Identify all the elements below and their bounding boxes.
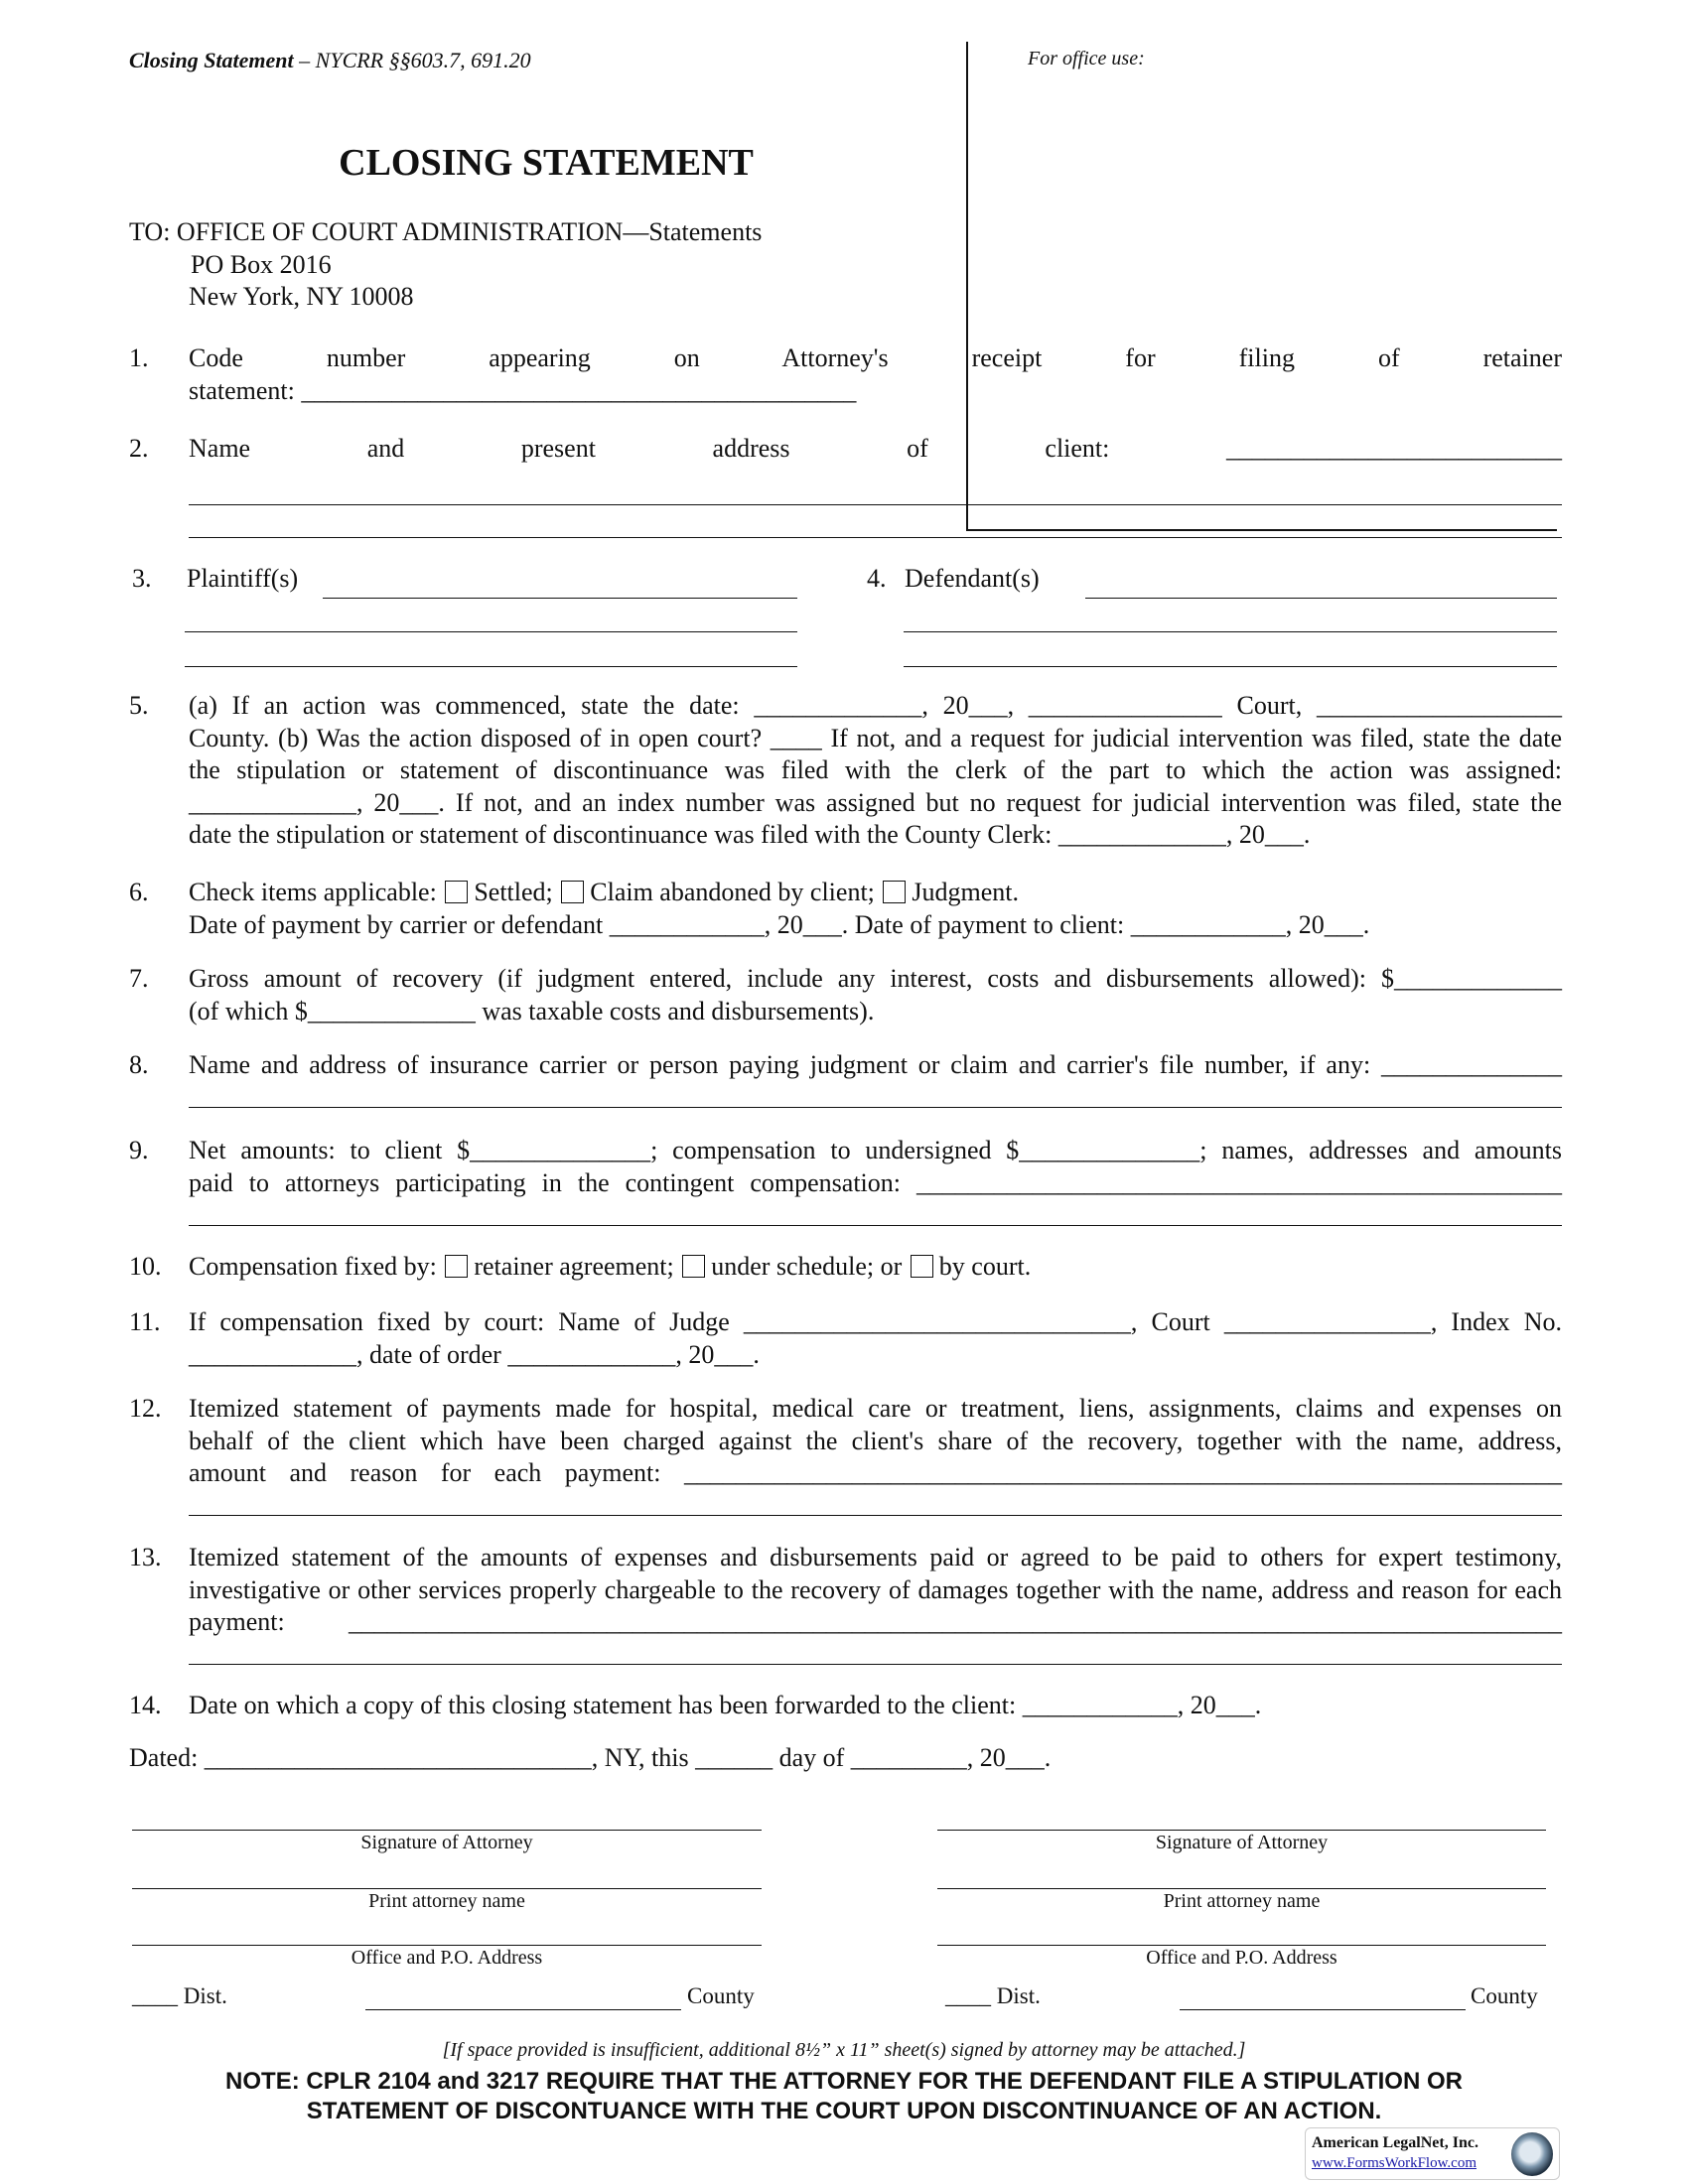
county-label: County [687, 1983, 755, 2008]
checkbox-label: by court. [938, 1252, 1032, 1281]
print-name-field[interactable] [937, 1888, 1546, 1889]
blank-line-field[interactable] [189, 1490, 1562, 1523]
county-field[interactable] [1180, 2009, 1466, 2010]
signature-label: Signature of Attorney [360, 1832, 533, 1853]
item-text-line[interactable]: (of which $_____________ was taxable costs and disbursements). [189, 996, 875, 1025]
checkbox-label: Claim abandoned by client; [590, 878, 875, 906]
item-number: 10. [129, 1252, 162, 1281]
item-number: 7. [129, 964, 149, 993]
payment-dates[interactable]: Date of payment by carrier or defendant ____________, 20___. Date of payment to client: ____________, 20___. [189, 910, 1370, 939]
signature-label: Signature of Attorney [1155, 1832, 1329, 1853]
item-number: 11. [129, 1307, 161, 1336]
under-schedule-checkbox[interactable] [682, 1255, 705, 1278]
item-number: 9. [129, 1136, 149, 1164]
item-number: 1. [129, 343, 149, 372]
item-number: 4. [867, 564, 887, 593]
blank-line-field[interactable] [189, 511, 1562, 544]
print-name-label: Print attorney name [368, 1890, 525, 1912]
checkbox-label: Settled; [474, 878, 553, 906]
blank-line-field[interactable] [189, 1199, 1562, 1232]
item-text-line[interactable]: date the stipulation or statement of discontinuance was filed with the County Clerk: _____________, 20___. [189, 820, 1311, 849]
recipient-line: PO Box 2016 [191, 249, 332, 279]
settled-checkbox[interactable] [445, 881, 468, 903]
county-label: County [1471, 1983, 1538, 2008]
by-court-checkbox[interactable] [911, 1255, 933, 1278]
globe-icon [1511, 2132, 1553, 2176]
plaintiff-field[interactable] [323, 598, 797, 599]
defendant-field[interactable] [904, 631, 1557, 632]
item-text-line[interactable]: paid to attorneys participating in the contingent compensation: __________________________________________________ [189, 1167, 1562, 1197]
item-text-line[interactable]: payment: ______________________________________________________________________________________________ [189, 1607, 1562, 1636]
office-address-label: Office and P.O. Address [1146, 1947, 1337, 1969]
item-text-line[interactable]: investigative or other services properly chargeable to the recovery of damages together with the name, address and reason for each [189, 1574, 1562, 1604]
defendant-field[interactable] [1085, 598, 1557, 599]
checkbox-label: retainer agreement; [474, 1252, 674, 1281]
item-text-line[interactable]: (a) If an action was commenced, state the date: _____________, 20___, _______________ Court, ___________________ [189, 691, 1562, 720]
form-reference-bold: Closing Statement [129, 48, 294, 72]
item-number: 5. [129, 691, 149, 720]
office-use-label: For office use: [1028, 48, 1145, 69]
item-number: 2. [129, 434, 149, 463]
american-legalnet-logo [1305, 2127, 1560, 2180]
plaintiff-label: Plaintiff(s) [187, 564, 299, 593]
retainer-agreement-checkbox[interactable] [445, 1255, 468, 1278]
item-text-line[interactable]: _____________, date of order _____________, 20___. [189, 1339, 760, 1369]
form-reference-rest: – NYCRR §§603.7, 691.20 [293, 48, 531, 72]
item-text-line[interactable]: _____________, 20___. If not, and an index number was assigned but no request for judicial intervention was filed, state the [189, 787, 1562, 817]
dated-line[interactable]: Dated: ______________________________, NY, this ______ day of _________, 20___. [129, 1743, 1052, 1772]
item-number: 14. [129, 1691, 162, 1719]
checkbox-label: Judgment. [912, 878, 1020, 906]
office-address-label: Office and P.O. Address [351, 1947, 543, 1969]
item-number: 8. [129, 1050, 149, 1079]
item-text-line[interactable]: amount and reason for each payment: ____________________________________________________________________ [189, 1458, 1562, 1487]
item-text-line[interactable]: Name and address of insurance carrier or person paying judgment or claim and carrier's file number, if any: ______________ [189, 1050, 1562, 1079]
item-text-line[interactable]: statement: ___________________________________________ [189, 375, 857, 405]
recipient-address [129, 216, 762, 314]
cplr-note [0, 2067, 1688, 2126]
signature-field[interactable] [937, 1830, 1546, 1831]
dist-field[interactable]: ____ Dist. [132, 1983, 227, 2008]
item-text-line[interactable]: If compensation fixed by court: Name of Judge ______________________________, Court ________________, Index No. [189, 1307, 1562, 1336]
defendant-label: Defendant(s) [905, 564, 1040, 593]
blank-line-field[interactable] [189, 479, 1562, 512]
print-name-field[interactable] [132, 1888, 762, 1889]
signature-field[interactable] [132, 1830, 762, 1831]
office-address-field[interactable] [937, 1945, 1546, 1946]
plaintiff-field[interactable] [185, 631, 797, 632]
insufficient-space-note: [If space provided is insufficient, additional 8½” x 11” sheet(s) signed by attorney may be attached.] [442, 2039, 1246, 2061]
dist-field[interactable]: ____ Dist. [945, 1983, 1041, 2008]
item-text-line[interactable]: Itemized statement of the amounts of expenses and disbursements paid or agreed to be paid to others for expert testimony, [189, 1543, 1562, 1571]
recipient-line: New York, NY 10008 [189, 282, 414, 311]
item-text-line[interactable]: Code number appearing on Attorney's receipt for filing of retainer [189, 343, 1562, 372]
item-number: 6. [129, 878, 149, 906]
blank-line-field[interactable] [189, 1639, 1562, 1672]
item-6-checks [189, 878, 1019, 907]
item-text-line[interactable]: the stipulation or statement of discontinuance was filed with the clerk of the part to which the action was assigned: [189, 755, 1562, 784]
item-text-line[interactable]: Date on which a copy of this closing statement has been forwarded to the client: ____________, 20___. [189, 1691, 1262, 1719]
item-text-line[interactable]: County. (b) Was the action disposed of in open court? ____ If not, and a request for judicial intervention was filed, state the date [189, 723, 1562, 752]
item-10-checks [189, 1252, 1031, 1282]
judgment-checkbox[interactable] [883, 881, 906, 903]
plaintiff-field[interactable] [185, 666, 797, 667]
blank-line-field[interactable] [189, 1082, 1562, 1115]
form-reference [129, 48, 531, 73]
logo-company: American LegalNet, Inc. [1312, 2134, 1478, 2151]
page-title: CLOSING STATEMENT [339, 142, 754, 184]
check-prefix: Check items applicable: [189, 878, 437, 906]
print-name-label: Print attorney name [1163, 1890, 1321, 1912]
county-field[interactable] [365, 2009, 681, 2010]
cplr-note-text: NOTE: CPLR 2104 and 3217 REQUIRE THAT THE ATTORNEY FOR THE DEFENDANT FILE A STIPULATION OR STATEMENT OF DISCONTUANCE WITH THE COURT UPON DISCONTINUANCE OF AN ACTION. [225, 2068, 1463, 2124]
office-address-field[interactable] [132, 1945, 762, 1946]
checkbox-label: under schedule; or [711, 1252, 903, 1281]
item-text-line[interactable]: Itemized statement of payments made for hospital, medical care or treatment, liens, assignments, claims and expenses on [189, 1394, 1562, 1423]
item-text-line[interactable]: Gross amount of recovery (if judgment entered, include any interest, costs and disbursements allowed): $_____________ [189, 964, 1562, 993]
claim-abandoned-checkbox[interactable] [561, 881, 584, 903]
item-text-line[interactable]: behalf of the client which have been charged against the client's share of the recovery, together with the name, address, [189, 1426, 1562, 1455]
defendant-field[interactable] [904, 666, 1557, 667]
logo-url-link[interactable]: www.FormsWorkFlow.com [1312, 2155, 1477, 2171]
item-number: 3. [132, 564, 152, 593]
check-prefix: Compensation fixed by: [189, 1252, 437, 1281]
item-number: 12. [129, 1394, 162, 1423]
item-text-line[interactable]: Name and present address of client: __________________________ [189, 434, 1562, 463]
item-number: 13. [129, 1543, 162, 1571]
recipient-line: TO: OFFICE OF COURT ADMINISTRATION—Statements [129, 217, 763, 246]
item-text-line[interactable]: Net amounts: to client $______________; compensation to undersigned $______________; names, addresses and amounts [189, 1136, 1562, 1164]
